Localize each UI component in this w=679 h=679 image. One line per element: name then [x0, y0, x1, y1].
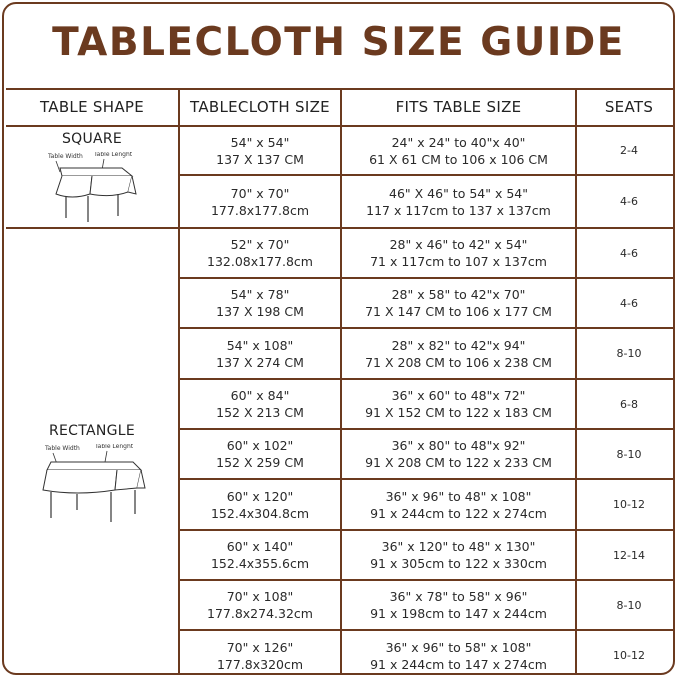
- page-title: TABLECLOTH SIZE GUIDE: [52, 20, 625, 65]
- table-row-size: [180, 531, 340, 579]
- table-row-seats: 8-10: [616, 598, 642, 612]
- table-row-fits: [342, 480, 575, 529]
- size-cm: 152.4x304.8cm: [210, 505, 310, 521]
- header-seats: SEATS: [604, 98, 654, 116]
- fits-inches: 28" x 46" to 42" x 54": [389, 237, 528, 252]
- fits-inches: 36" x 120" to 48" x 130": [381, 539, 536, 554]
- fits-inches: 24" x 24" to 40"x 40": [391, 134, 526, 150]
- table-row-fits: [342, 380, 575, 428]
- table-row-size: [180, 430, 340, 478]
- fits-cm: 91 X 208 CM to 122 x 233 CM: [365, 455, 552, 470]
- table-row-seats: 2-4: [620, 144, 638, 157]
- table-row-seats: 8-10: [616, 447, 642, 461]
- table-row-seats: 12-14: [613, 548, 645, 562]
- fits-cm: 61 X 61 CM to 106 x 106 CM: [369, 151, 548, 167]
- table-length-label: Table Lenght: [94, 152, 133, 158]
- table-row-size: [180, 127, 340, 174]
- size-cm: 152.4x355.6cm: [210, 556, 310, 571]
- table-row-fits: [342, 127, 575, 174]
- table-row-fits: [342, 531, 575, 579]
- table-row-fits: [342, 581, 575, 629]
- header-fits-table-size: FITS TABLE SIZE: [395, 98, 522, 116]
- table-row-size: [180, 329, 340, 378]
- table-row-seats: 4-6: [620, 246, 638, 260]
- fits-cm: 71 x 117cm to 107 x 137cm: [370, 254, 547, 269]
- size-inches: 54" x 54": [230, 134, 290, 150]
- fits-inches: 36" x 96" to 48" x 108": [385, 488, 532, 504]
- size-inches: 60" x 120": [226, 488, 294, 504]
- table-row-size: [180, 581, 340, 629]
- table-row-size: [180, 176, 340, 227]
- fits-cm: 91 x 244cm to 122 x 274cm: [370, 505, 547, 521]
- table-row-seats: 8-10: [616, 347, 642, 360]
- size-cm: 152 X 213 CM: [216, 405, 304, 420]
- fits-inches: 36" x 96" to 58" x 108": [385, 639, 532, 655]
- table-length-label: Table Lenght: [95, 444, 134, 450]
- size-inches: 60" x 102": [226, 438, 294, 453]
- size-inches: 60" x 140": [226, 539, 294, 554]
- size-cm: 152 X 259 CM: [216, 455, 304, 470]
- table-row-fits: [342, 430, 575, 478]
- fits-cm: 91 x 198cm to 147 x 244cm: [370, 606, 547, 621]
- size-inches: 60" x 84": [230, 388, 290, 403]
- table-row-size: [180, 380, 340, 428]
- fits-cm: 91 x 305cm to 122 x 330cm: [370, 556, 547, 571]
- shape-square-cell: [6, 127, 178, 227]
- size-inches: 70" x 70": [230, 185, 290, 201]
- size-inches: 70" x 126": [226, 639, 294, 655]
- size-inches: 52" x 70": [230, 237, 290, 252]
- fits-cm: 91 X 152 CM to 122 x 183 CM: [365, 405, 552, 420]
- header-table-shape: TABLE SHAPE: [39, 98, 145, 116]
- table-row-seats: 4-6: [620, 195, 638, 208]
- table-row-fits: [342, 329, 575, 378]
- table-row-seats: 10-12: [613, 649, 645, 662]
- table-row-fits: [342, 631, 575, 675]
- guide-frame: [2, 2, 675, 675]
- table-row-seats: 10-12: [613, 498, 645, 511]
- size-table: [6, 88, 675, 675]
- size-cm: 177.8x320cm: [216, 656, 304, 672]
- size-cm: 177.8x274.32cm: [207, 606, 313, 621]
- size-inches: 54" x 108": [226, 337, 294, 353]
- size-inches: 54" x 78": [230, 287, 290, 302]
- fits-inches: 36" x 78" to 58" x 96": [389, 589, 528, 604]
- table-row-size: [180, 279, 340, 327]
- fits-cm: 117 x 117cm to 137 x 137cm: [366, 202, 551, 218]
- table-row-fits: [342, 176, 575, 227]
- fits-cm: 91 x 244cm to 147 x 274cm: [370, 656, 547, 672]
- fits-cm: 71 X 147 CM to 106 x 177 CM: [365, 304, 552, 319]
- table-row-fits: [342, 279, 575, 327]
- size-cm: 132.08x177.8cm: [207, 254, 313, 269]
- fits-inches: 28" x 82" to 42"x 94": [391, 337, 526, 353]
- fits-inches: 46" X 46" to 54" x 54": [389, 185, 528, 201]
- size-cm: 137 X 274 CM: [216, 354, 304, 370]
- table-row-seats: 4-6: [620, 296, 638, 310]
- fits-cm: 71 X 208 CM to 106 x 238 CM: [365, 354, 552, 370]
- square-table-icon: [42, 152, 142, 224]
- shape-rectangle-cell: [6, 229, 178, 675]
- rectangle-table-icon: [37, 444, 147, 526]
- size-cm: 137 X 198 CM: [216, 304, 304, 319]
- fits-inches: 36" x 80" to 48"x 92": [391, 438, 526, 453]
- size-cm: 137 X 137 CM: [216, 151, 304, 167]
- table-row-fits: [342, 229, 575, 277]
- header-tablecloth-size: TABLECLOTH SIZE: [190, 98, 330, 116]
- table-row-size: [180, 631, 340, 675]
- table-width-label: Table Width: [45, 445, 80, 452]
- fits-inches: 36" x 60" to 48"x 72": [391, 388, 526, 403]
- size-inches: 70" x 108": [226, 589, 294, 604]
- table-row-size: [180, 229, 340, 277]
- shape-rectangle-label: RECTANGLE: [48, 423, 136, 439]
- fits-inches: 28" x 58" to 42"x 70": [391, 287, 526, 302]
- table-row-size: [180, 480, 340, 529]
- table-row-seats: 6-8: [620, 397, 638, 411]
- shape-square-label: SQUARE: [61, 131, 123, 147]
- size-cm: 177.8x177.8cm: [210, 202, 310, 218]
- table-width-label: Table Width: [48, 153, 83, 160]
